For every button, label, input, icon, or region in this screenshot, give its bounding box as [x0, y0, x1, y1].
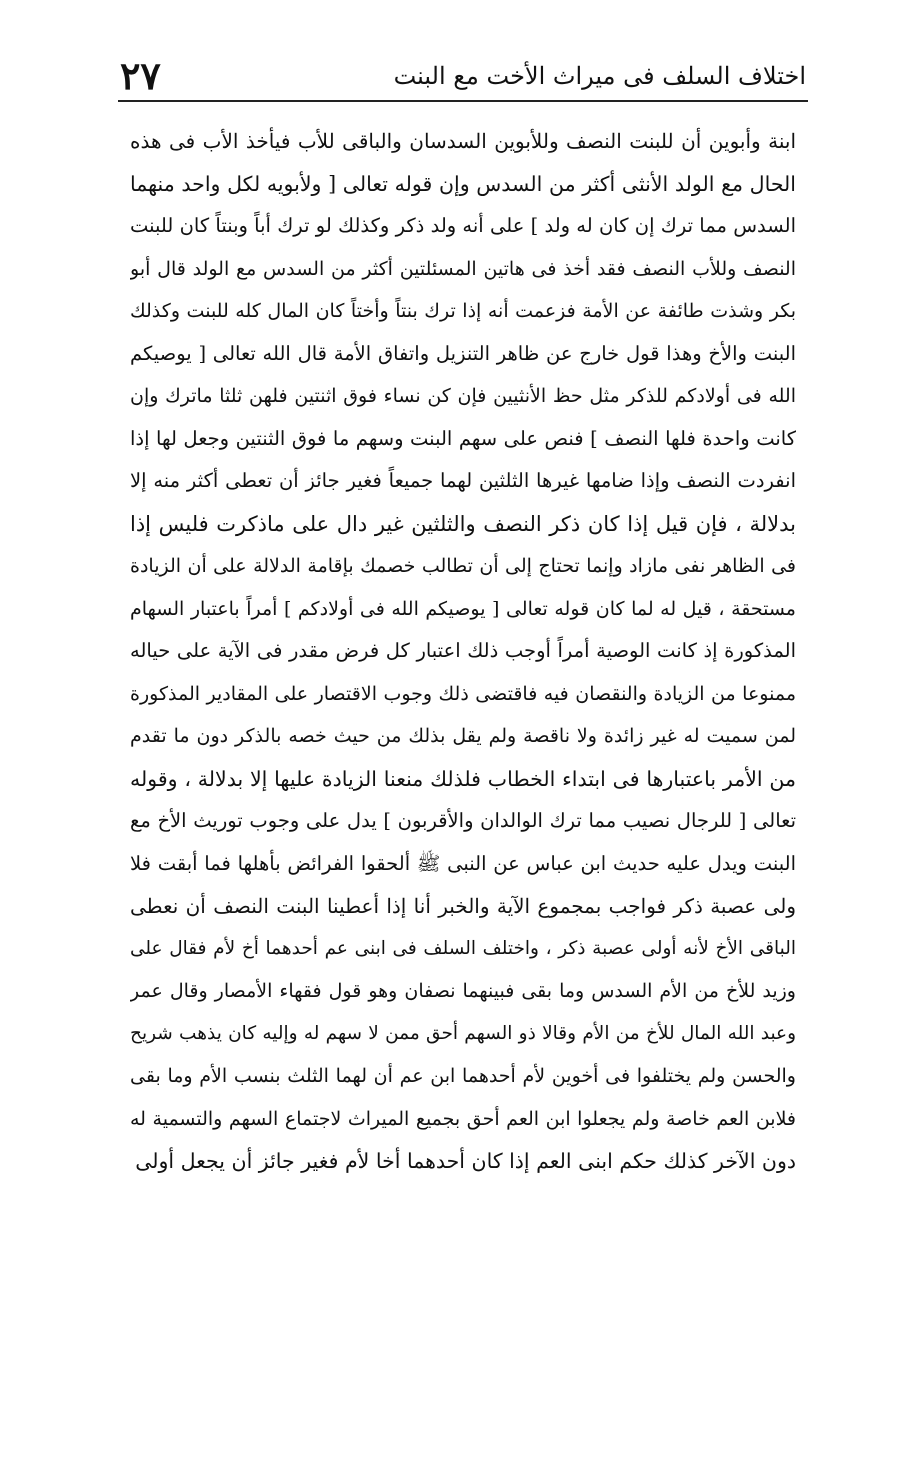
text-line: فى الظاهر نفى مازاد وإنما تحتاج إلى أن تطالب خصمك بإقامة الدلالة على أن الزيادة [130, 555, 796, 577]
text-line: البنت والأخ وهذا قول خارج عن ظاهر التنزيل واتفاق الأمة قال الله تعالى [ يوصيكم [130, 341, 796, 365]
text-line: النصف وللأب النصف فقد أخذ فى هاتين المسئلتين أكثر من السدس مع الولد قال أبو [130, 257, 796, 280]
text-line: تعالى [ للرجال نصيب مما ترك الوالدان والأقربون ] يدل على وجوب توريث الأخ مع [130, 809, 796, 832]
text-line: كانت واحدة فلها النصف ] فنص على سهم البنت وسهم ما فوق الثنتين وجعل لها إذا [130, 426, 796, 450]
body-text [130, 120, 796, 1183]
text-line: الحال مع الولد الأنثى أكثر من السدس وإن قوله تعالى [ ولأبويه لكل واحد منهما [130, 171, 796, 196]
text-line: ولى عصبة ذكر فواجب بمجموع الآية والخبر أنا إذا أعطينا البنت النصف أن نعطى [130, 894, 796, 918]
text-line: وعبد الله المال للأخ من الأم وقالا ذو السهم أحق ممن لا سهم له وإليه كان يذهب شريح [130, 1022, 796, 1044]
text-line: بكر وشذت طائفة عن الأمة فزعمت أنه إذا ترك بنتاً وأختاً كان المال كله للبنت وكذلك [130, 300, 796, 322]
text-line: السدس مما ترك إن كان له ولد ] على أنه ولد ذكر وكذلك لو ترك أباً وبنتاً كان للبنت [130, 214, 796, 237]
text-line: انفردت النصف وإذا ضامها غيرها الثلثين لهما جميعاً فغير جائز أن تعطى أكثر منه إلا [130, 469, 796, 492]
text-line: بدلالة ، فإن قيل إذا كان ذكر النصف والثلثين غير دال على ماذكرت فليس إذا [130, 511, 796, 536]
text-line: دون الآخر كذلك حكم ابنى العم إذا كان أحدهما أخا لأم فغير جائز أن يجعل أولى [135, 1149, 796, 1173]
text-line: لمن سميت له غير زائدة ولا ناقصة ولم يقل بذلك من حيث خصه بالذكر دون ما تقدم [130, 725, 796, 747]
text-line: المذكورة إذ كانت الوصية أمراً أوجب ذلك اعتبار كل فرض مقدر فى الآية على حياله [130, 639, 796, 662]
page-header [120, 52, 806, 100]
text-line: البنت ويدل عليه حديث ابن عباس عن النبى ﷺ ألحقوا الفرائض بأهلها فما أبقت فلا [130, 851, 796, 875]
page-number: ٢٧ [120, 53, 161, 98]
running-title: اختلاف السلف فى ميراث الأخت مع البنت [393, 62, 806, 90]
header-rule [118, 100, 808, 102]
text-line: والحسن ولم يختلفوا فى أخوين لأم أحدهما ابن عم أن لهما الثلث بنسب الأم وما بقى [130, 1065, 796, 1087]
text-line: فلابن العم خاصة ولم يجعلوا ابن العم أحق بجميع الميراث لاجتماع السهم والتسمية له [130, 1107, 796, 1130]
text-line: الله فى أولادكم للذكر مثل حظ الأنثيين فإن كن نساء فوق اثنتين فلهن ثلثا ماترك وإن [130, 385, 796, 407]
text-line: ابنة وأبوين أن للبنت النصف وللأبوين السدسان والباقى للأب فيأخذ الأب فى هذه [130, 129, 796, 153]
text-line: وزيد للأخ من الأم السدس وما بقى فبينهما نصفان وهو قول فقهاء الأمصار وقال عمر [130, 980, 796, 1002]
text-line: الباقى الأخ لأنه أولى عصبة ذكر ، واختلف السلف فى ابنى عم أحدهما أخ لأم فقال على [130, 937, 796, 959]
text-line: من الأمر باعتبارها فى ابتداء الخطاب فلذلك منعنا الزيادة عليها إلا بدلالة ، وقوله [130, 766, 796, 791]
text-line: مستحقة ، قيل له لما كان قوله تعالى [ يوصيكم الله فى أولادكم ] أمراً باعتبار السهام [130, 597, 796, 620]
text-line: ممنوعا من الزيادة والنقصان فيه فاقتضى ذلك وجوب الاقتصار على المقادير المذكورة [130, 682, 796, 705]
